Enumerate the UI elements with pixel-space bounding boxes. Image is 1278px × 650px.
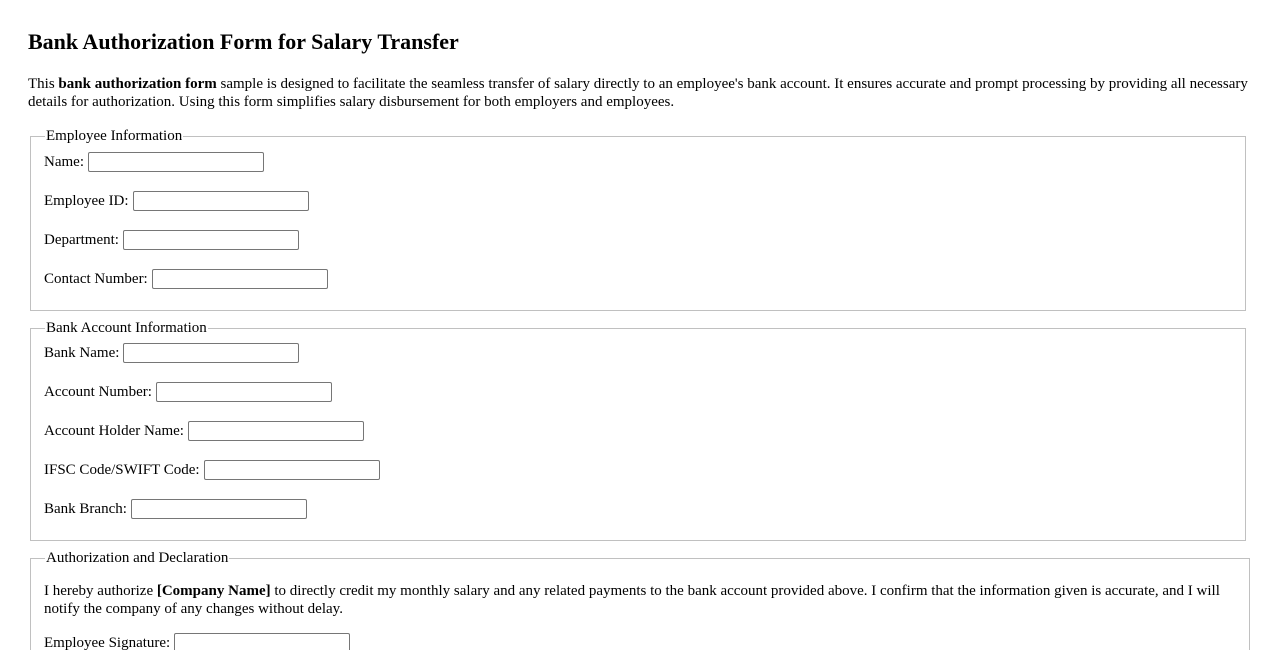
account-number-input[interactable] bbox=[156, 382, 332, 402]
authorization-declaration-legend: Authorization and Declaration bbox=[46, 550, 229, 566]
employee-signature-label: Employee Signature: bbox=[44, 634, 171, 650]
account-holder-name-row bbox=[44, 420, 1232, 442]
contact-number-label: Contact Number: bbox=[44, 270, 148, 287]
intro-prefix: This bbox=[28, 76, 59, 92]
ifsc-swift-code-label: IFSC Code/SWIFT Code: bbox=[44, 461, 200, 478]
intro-paragraph bbox=[28, 75, 1248, 111]
employee-signature-input[interactable] bbox=[174, 633, 350, 650]
department-input[interactable] bbox=[123, 230, 299, 250]
contact-number-input[interactable] bbox=[152, 269, 328, 289]
employee-id-label: Employee ID: bbox=[44, 192, 129, 209]
account-holder-name-input[interactable] bbox=[188, 421, 364, 441]
employee-information-legend: Employee Information bbox=[46, 128, 183, 144]
authorization-declaration-section bbox=[30, 550, 1250, 650]
account-holder-name-label: Account Holder Name: bbox=[44, 422, 184, 439]
bank-branch-row bbox=[44, 498, 1232, 520]
ifsc-swift-code-row bbox=[44, 459, 1232, 481]
bank-name-label: Bank Name: bbox=[44, 344, 120, 361]
employee-signature-row bbox=[44, 632, 1236, 650]
contact-number-row bbox=[44, 268, 1232, 290]
page-title: Bank Authorization Form for Salary Transfer bbox=[28, 29, 459, 54]
name-input[interactable] bbox=[88, 152, 264, 172]
declaration-suffix: to directly credit my monthly salary and any related payments to the bank account provided above. I confirm that the information given is accurate, and I will notify the company of any changes without delay. bbox=[44, 583, 1220, 617]
company-name-placeholder: [Company Name] bbox=[156, 583, 271, 599]
employee-id-row bbox=[44, 190, 1232, 212]
account-number-row bbox=[44, 381, 1232, 403]
account-number-label: Account Number: bbox=[44, 383, 152, 400]
declaration-text bbox=[44, 582, 1236, 618]
intro-bold: bank authorization form bbox=[58, 76, 217, 92]
bank-branch-label: Bank Branch: bbox=[44, 500, 127, 517]
name-row bbox=[44, 151, 1232, 173]
intro-suffix: sample is designed to facilitate the seamless transfer of salary directly to an employee's bank account. It ensures accurate and prompt processing by providing all necessary details for authorization. Using this form simplifies salary disbursement for both employers and employees. bbox=[28, 76, 1248, 110]
bank-name-input[interactable] bbox=[123, 343, 299, 363]
employee-id-input[interactable] bbox=[133, 191, 309, 211]
department-row bbox=[44, 229, 1232, 251]
bank-branch-input[interactable] bbox=[131, 499, 307, 519]
declaration-prefix: I hereby authorize bbox=[44, 583, 157, 599]
bank-account-information-legend: Bank Account Information bbox=[46, 320, 207, 336]
bank-name-row bbox=[44, 342, 1232, 364]
bank-account-information-section bbox=[30, 320, 1246, 541]
ifsc-swift-code-input[interactable] bbox=[204, 460, 380, 480]
employee-information-section bbox=[30, 128, 1246, 311]
department-label: Department: bbox=[44, 231, 119, 248]
name-label: Name: bbox=[44, 153, 84, 170]
